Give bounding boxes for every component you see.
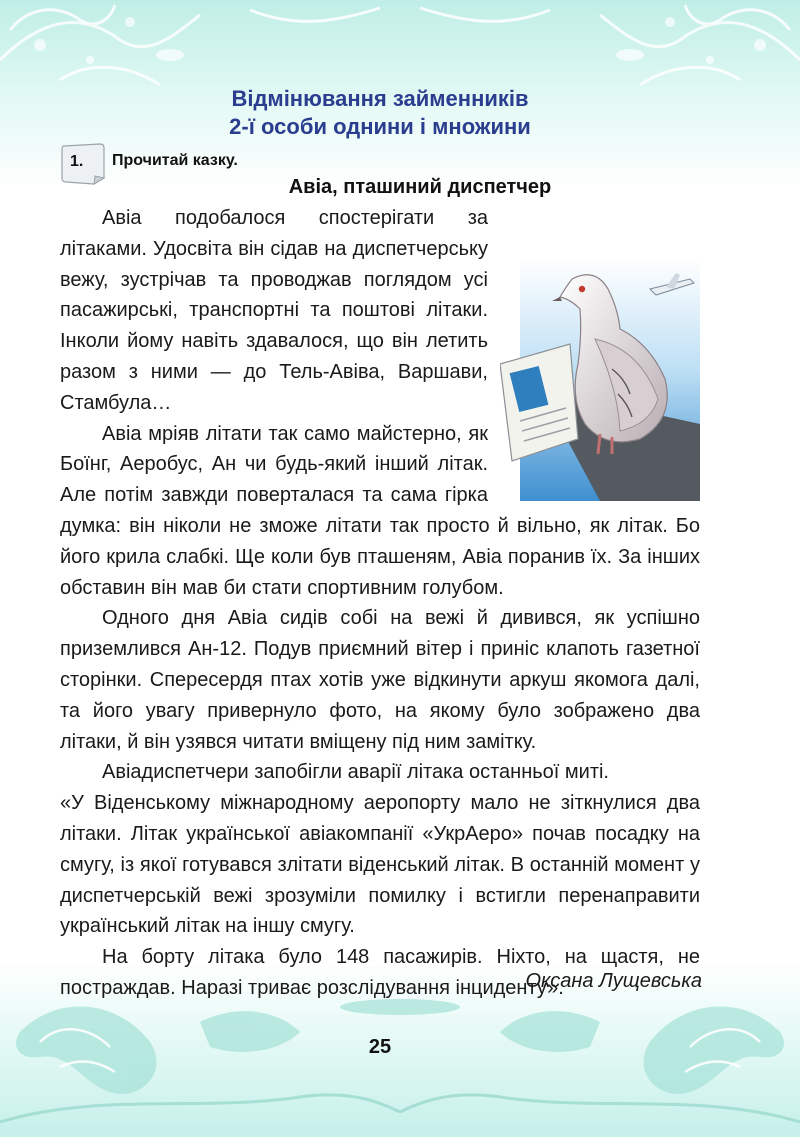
lesson-title xyxy=(100,85,660,141)
story-title: Авіа, пташиний диспетчер xyxy=(288,176,552,198)
story-author: Оксана Лущевська xyxy=(525,970,702,992)
task-instruction: Прочитай казку. xyxy=(112,152,238,169)
story-paragraph-6: На борту літака було 148 пасажирів. Ніхто, на щастя, не постраждав. Наразі триває розслідування інциденту». xyxy=(60,946,700,999)
lesson-title-line-1: Відмінювання займенників xyxy=(231,86,529,111)
pigeon-with-newspaper-illustration xyxy=(500,249,700,501)
task-number-badge xyxy=(58,142,108,186)
page-number: 25 xyxy=(368,1036,392,1058)
task-number: 1. xyxy=(70,153,84,170)
story-paragraph-3: Одного дня Авіа сидів собі на вежі й дивився, як успішно приземлився Ан-12. Подув приємний вітер і приніс клапоть газетної сторінки. Спересердя птах хотів уже відкинути аркуш якомога далі, та його увагу привернуло фото, на якому було зображено два літаки, й він узявся читати вміщену під ним замітку. xyxy=(60,607,700,753)
story-paragraph-2: Авіа мріяв літати так само майстерно, як Боїнг, Аеробус, Ан чи будь-який інший літак. Але потім завжди поверталася та сама гірка думка: він ніколи не зможе літати так просто й вільно, як літак. Бо його крила слабкі. Ще коли був пташеням, Авіа поранив їх. За інших обставин він мав би стати спортивним голубом. xyxy=(60,422,700,599)
lesson-title-line-2: 2-ї особи однини і множини xyxy=(229,114,531,139)
story-paragraph-1: Авіа подобалося спостерігати за літаками. Удосвіта він сідав на диспетчерську вежу, зустрічав та проводжав поглядом усі пасажирські, транспортні та поштові літаки. Інколи йому навіть здавалося, що він летить разом з ними — до Тель-Авіва, Варшави, Стамбула… xyxy=(60,207,488,414)
story-text xyxy=(60,203,700,1004)
story-paragraph-4: Авіадиспетчери запобігли аварії літака останньої миті. xyxy=(102,761,609,784)
story-paragraph-5: «У Віденському міжнародному аеропорту мало не зіткнулися два літаки. Літак української авіакомпанії «УкрАеро» почав посадку на смугу, із якої готувався злітати віденський літак. В останній момент у диспетчерській вежі зрозуміли помилку і встигли перенаправити український літак на іншу смугу. xyxy=(60,792,700,938)
